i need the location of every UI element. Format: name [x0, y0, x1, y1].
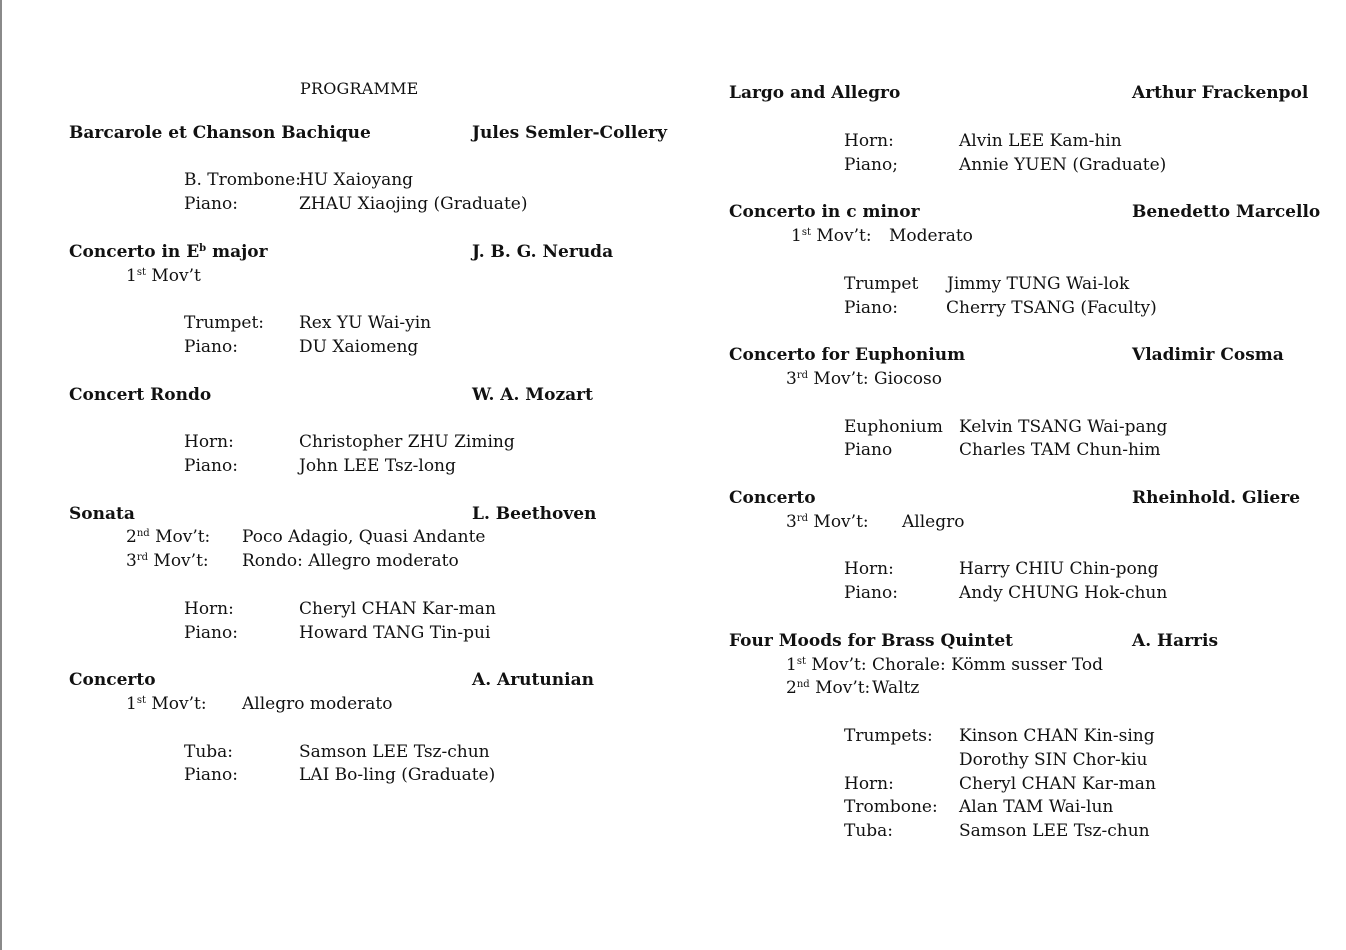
- performer-role: Trombone:: [844, 797, 938, 817]
- piece-title: Concerto: [729, 488, 816, 508]
- movement-tempo: Allegro: [902, 512, 965, 532]
- composer: L. Beethoven: [472, 504, 597, 524]
- performer-name: HU Xaioyang: [299, 170, 414, 190]
- composer: Benedetto Marcello: [1132, 202, 1321, 222]
- performer-name: Harry CHIU Chin-pong: [959, 559, 1159, 579]
- performer-role: Tuba:: [184, 742, 234, 762]
- piece-title: Largo and Allegro: [729, 83, 901, 103]
- movement-tempo: Waltz: [872, 678, 920, 698]
- movement-tempo: Moderato: [889, 226, 973, 246]
- programme-title: PROGRAMME: [300, 79, 419, 98]
- piece-title: Concerto in $E^b$ major: [69, 242, 268, 262]
- performer-role: Trumpet:: [184, 313, 265, 333]
- performer-role: Horn:: [184, 599, 234, 619]
- movement-label: 3rd Mov’t:: [786, 369, 869, 389]
- composer: A. Harris: [1132, 631, 1219, 651]
- performer-role: Piano:: [844, 583, 898, 603]
- composer: Rheinhold. Gliere: [1132, 488, 1301, 508]
- performer-name: LAI Bo-ling (Graduate): [299, 765, 496, 785]
- performer-name: John LEE Tsz-long: [299, 456, 456, 476]
- piece-title: Concerto in c minor: [729, 202, 920, 222]
- piece-title: Sonata: [69, 504, 135, 524]
- piece-title: Concerto for Euphonium: [729, 345, 966, 365]
- performer-name: Charles TAM Chun-him: [959, 440, 1161, 460]
- performer-role: Piano:: [844, 298, 898, 318]
- composer: J. B. G. Neruda: [472, 242, 614, 262]
- movement-tempo: Poco Adagio, Quasi Andante: [242, 527, 486, 547]
- movement-tempo: Allegro moderato: [242, 694, 393, 714]
- composer: Vladimir Cosma: [1132, 345, 1284, 365]
- performer-name: Kelvin TSANG Wai-pang: [959, 417, 1168, 437]
- performer-name: Cherry TSANG (Faculty): [946, 298, 1157, 318]
- performer-role: Piano:: [184, 623, 238, 643]
- piece-title: Four Moods for Brass Quintet: [729, 631, 1014, 651]
- performer-name: Jimmy TUNG Wai-lok: [947, 274, 1130, 294]
- performer-name: Howard TANG Tin-pui: [299, 623, 491, 643]
- performer-name: Annie YUEN (Graduate): [959, 155, 1167, 175]
- performer-name: Alan TAM Wai-lun: [959, 797, 1114, 817]
- movement-label: 2nd Mov’t:: [786, 678, 871, 698]
- performer-role: Euphonium: [844, 417, 943, 437]
- performer-role: Piano: [844, 440, 893, 460]
- movement-label: 1st Mov’t: [126, 266, 201, 286]
- performer-role: Trumpets:: [844, 726, 933, 746]
- movement-label: 1st Mov’t:: [126, 694, 207, 714]
- piece-title: Concert Rondo: [69, 385, 212, 405]
- movement-tempo: Giocoso: [874, 369, 942, 389]
- movement-label: 2nd Mov’t:: [126, 527, 211, 547]
- piece-title: Concerto: [69, 670, 156, 690]
- movement-label: 3rd Mov’t:: [786, 512, 869, 532]
- movement-tempo: Chorale: Kömm susser Tod: [872, 655, 1104, 675]
- movement-label: 1st Mov’t:: [786, 655, 867, 675]
- performer-name: ZHAU Xiaojing (Graduate): [299, 194, 528, 214]
- piece-title: Barcarole et Chanson Bachique: [69, 123, 371, 143]
- performer-role: Piano:: [184, 456, 238, 476]
- movement-tempo: Rondo: Allegro moderato: [242, 551, 459, 571]
- performer-name: Andy CHUNG Hok-chun: [959, 583, 1168, 603]
- performer-role: Horn:: [844, 774, 894, 794]
- performer-name: Cheryl CHAN Kar-man: [299, 599, 496, 619]
- performer-name: Samson LEE Tsz-chun: [959, 821, 1150, 841]
- performer-name: DU Xaiomeng: [299, 337, 419, 357]
- performer-role: B. Trombone:: [184, 170, 301, 190]
- performer-name: Samson LEE Tsz-chun: [299, 742, 490, 762]
- performer-name: Rex YU Wai-yin: [299, 313, 432, 333]
- performer-name: Cheryl CHAN Kar-man: [959, 774, 1156, 794]
- composer: Jules Semler-Collery: [472, 123, 667, 143]
- page-left-border: [0, 0, 2, 950]
- performer-name: Dorothy SIN Chor-kiu: [959, 750, 1148, 770]
- performer-role: Horn:: [844, 131, 894, 151]
- performer-role: Piano:: [184, 194, 238, 214]
- movement-label: 1st Mov’t:: [791, 226, 872, 246]
- performer-name: Alvin LEE Kam-hin: [959, 131, 1122, 151]
- performer-role: Trumpet: [844, 274, 919, 294]
- performer-name: Kinson CHAN Kin-sing: [959, 726, 1155, 746]
- performer-role: Piano;: [844, 155, 898, 175]
- composer: A. Arutunian: [472, 670, 594, 690]
- performer-role: Piano:: [184, 765, 238, 785]
- performer-role: Horn:: [184, 432, 234, 452]
- performer-name: Christopher ZHU Ziming: [299, 432, 515, 452]
- composer: W. A. Mozart: [472, 385, 593, 405]
- composer: Arthur Frackenpol: [1132, 83, 1309, 103]
- performer-role: Piano:: [184, 337, 238, 357]
- performer-role: Horn:: [844, 559, 894, 579]
- performer-role: Tuba:: [844, 821, 894, 841]
- movement-label: 3rd Mov’t:: [126, 551, 209, 571]
